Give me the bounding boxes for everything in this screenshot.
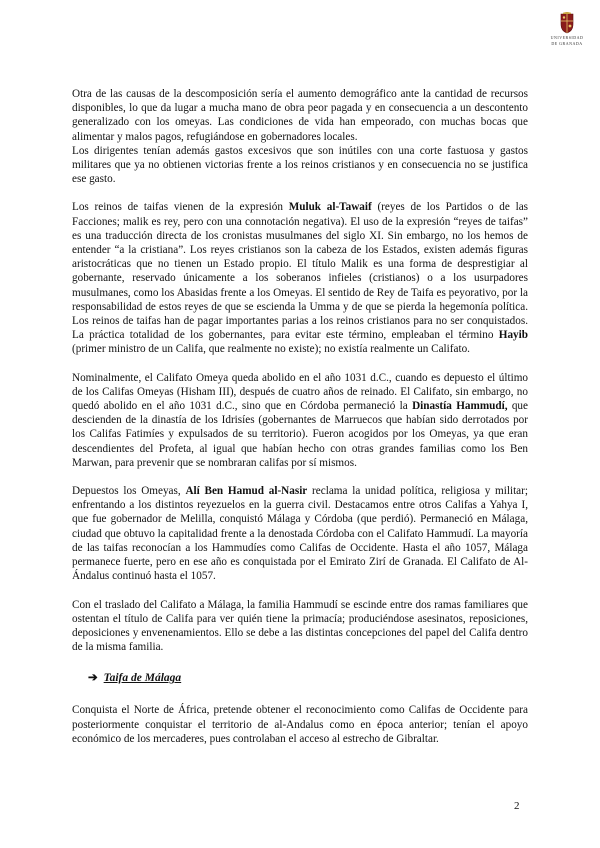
- final-paragraph: Conquista el Norte de África, pretende obtener el reconocimiento como Califas de Occidente para posteriormente conquistar el territorio de al-Andalus como en época anterior; tenían el apoyo económico de los mercaderes, pues controlaban el acceso al estrecho de Gibraltar.: [72, 704, 528, 745]
- university-name-line2: DE GRANADA: [551, 41, 583, 46]
- university-logo: [544, 12, 590, 46]
- paragraph-4: [72, 371, 528, 470]
- paragraph-6: [72, 598, 528, 655]
- paragraph-gap: [72, 186, 528, 200]
- paragraph-gap: [72, 357, 528, 371]
- university-name-line1: UNIVERSIDAD: [550, 35, 584, 40]
- paragraph-gap: [72, 584, 528, 598]
- document-body: [72, 87, 528, 746]
- bold-term: Dinastía Hammudí,: [412, 400, 508, 413]
- text-run: (reyes de los Partidos o de las Facciones; malik es rey, pero con una connotación negativa). El uso de la expresión “reyes de taifas” es una traducción directa de los cronistas musulmanes del siglo XI. Sin embargo, no los hemos de entender “a la cristiana”. Los reyes cristianos son la cabeza de los Estados, existen además figuras aristocráticas que no tienen un Estado propio. El título Malik es una forma de desprestigiar al gobernante, reservado únicamente a los soberanos infieles (cristianos) o a los usurpadores musulmanes, como los Abasidas frente a los Omeyas. El sentido de Rey de Taifa es peyorativo, por la responsabilidad de estos reyes de que se escienda la Umma y de que se pierda la hegemonía política. Los reinos de taifas han de pagar importantes parias a los reinos cristianos para no ser conquistados. La práctica totalidad de los gobernantes, para evitar este término, empleaban el término: [72, 201, 529, 342]
- bold-term: Hayib: [498, 329, 528, 342]
- bold-term: Muluk al-Tawaif: [288, 201, 372, 214]
- paragraph-gap: [72, 470, 528, 484]
- bold-term: Alí Ben Hamud al-Nasir: [185, 485, 308, 498]
- text-run: (primer ministro de un Califa, que realmente no existe); no existía realmente un Califato.: [72, 343, 470, 356]
- paragraph-5: [72, 484, 528, 583]
- page-number: 2: [514, 800, 520, 812]
- text-run: Los dirigentes tenían además gastos excesivos que son inútiles con una corte fastuosa y gastos militares que ya no obtienen victorias frente a los reinos cristianos y en consecuencia no se justifica ese gasto.: [72, 144, 528, 186]
- text-run: Depuestos los Omeyas,: [72, 485, 186, 498]
- section-heading: [88, 671, 528, 685]
- text-run: Con el traslado del Califato a Málaga, la familia Hammudí se escinde entre dos ramas familiares que ostentan el título de Califa para ver quién tiene la primacía; produciéndose asesinatos, reposiciones, deposiciones y envenenamientos. Ello se debe a las distintas concepciones del papel del Califa dentro de la misma familia.: [72, 598, 528, 654]
- text-run: que descienden de la dinastía de los Idrisíes (gobernantes de Marruecos que habían sido derrotados por los Califas Fatimíes y expulsados de su territorio). Fueron acogidos por los Omeyas, ya que eran descendientes del Profeta, al igual que habían hecho con otras grandes familias como los Ben Marwan, para prevenir que se nombraran califas por sí mismos.: [72, 400, 528, 469]
- paragraph-2: [72, 144, 528, 187]
- text-run: Nominalmente, el Califato Omeya queda abolido en el año 1031 d.C., cuando es depuesto el último de los Califas Omeyas (Hisham III), después de cuatro años de reinado. El Califato, sin embargo, no quedó abolido en el año 1031 d.C., sino que en Córdoba permaneció la: [72, 371, 528, 413]
- paragraph-1: [72, 87, 528, 144]
- arrow-right-icon: ➔: [88, 672, 98, 685]
- coat-of-arms-icon: [558, 12, 576, 34]
- text-run: reclama la unidad política, religiosa y militar; enfrentando a los distintos reyezuelos en la guerra civil. Destacamos entre otros Califas a Yahya I, que fue gobernador de Melilla, conquistó Málaga y Córdoba (que perdió). Permaneció en Málaga, ciudad que obtuvo la capitalidad frente a la denostada Córdoba con el Califato Hammudí. La mayoría de las taifas reconocían a los Hammudíes como Califas de Occidente. Hasta el año 1057, Málaga permanece fuerte, pero en ese año es conquistada por el Emirato Zirí de Granada. El Califato de Al-Ándalus continuó hasta el 1057.: [72, 485, 528, 583]
- section-title: Taifa de Málaga: [103, 672, 182, 685]
- text-run: Otra de las causas de la descomposición sería el aumento demográfico ante la cantidad de recursos disponibles, lo que da lugar a mucha mano de obra peor pagada y en consecuencia a un descontento generalizado con los omeyas. Las condiciones de vida han empeorado, con muchas bocas que alimentar y malos pagos, refugiándose en gobernadores locales.: [72, 88, 528, 143]
- paragraph-3: [72, 200, 528, 356]
- text-run: Los reinos de taifas vienen de la expresión: [72, 201, 289, 214]
